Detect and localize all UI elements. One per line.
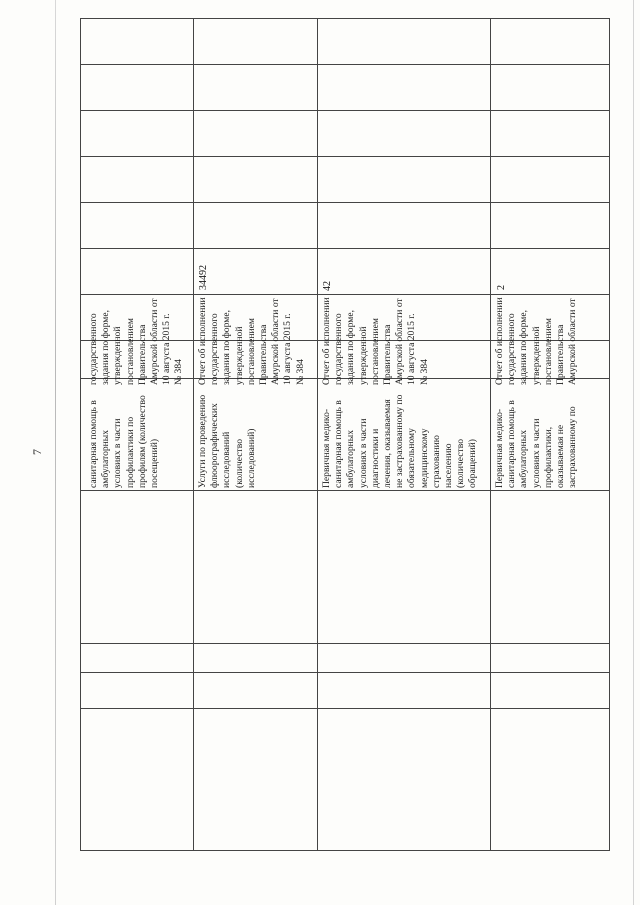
row3-service: Первичная медико- санитарная помощь в амбулаторных условиях в части диагностики и лечения, оказываемая не застрахованному по обязательному медицинскому страхованию населению (количество обращений) xyxy=(321,394,479,488)
row4-service: Первичная медико- санитарная помощь в амбулаторных условиях в части профилактики, оказываемая не застрахованному по xyxy=(494,400,579,488)
grid-line xyxy=(193,18,194,851)
row4-value: 2 xyxy=(496,285,507,290)
grid-line xyxy=(490,18,491,851)
row1-service: санитарная помощь в амбулаторных условиях в части профилактики по профилям (количество посещений) xyxy=(88,395,161,488)
grid-line-right xyxy=(609,18,610,851)
grid-line-left xyxy=(80,18,81,851)
grid-line xyxy=(80,672,610,673)
row3-form: Отчет об исполнении государственного задания по форме, утвержденной постановлением Правительства Амурской области от 10 августа 2015 г. № 384 xyxy=(321,297,430,385)
row1-form: государственного задания по форме, утвержденной постановлением Правительства Амурской области от 10 августа 2015 г. № 384 xyxy=(88,298,185,385)
grid-line xyxy=(80,64,610,65)
grid-line xyxy=(317,18,318,851)
scan-edge-right xyxy=(633,0,634,905)
grid-line xyxy=(80,110,610,111)
grid-line xyxy=(80,202,610,203)
row2-form: Отчет об исполнении государственного задания по форме, утвержденной постановлением Правительства Амурской области от 10 августа 2015 г. № 384 xyxy=(197,297,306,385)
row3-value: 42 xyxy=(322,281,333,291)
row2-value: 34492 xyxy=(198,265,209,290)
grid-line-top xyxy=(80,18,610,19)
grid-line xyxy=(80,490,610,491)
row4-form: Отчет об исполнении государственного задания по форме, утвержденной постановлением Правительства Амурской области от xyxy=(494,297,579,385)
scan-edge-left xyxy=(55,0,56,905)
grid-line xyxy=(80,248,610,249)
grid-line xyxy=(80,294,610,295)
grid-line-bottom xyxy=(80,850,610,851)
page-number: 7 xyxy=(30,449,44,455)
grid-line xyxy=(80,643,610,644)
grid-line xyxy=(80,156,610,157)
row2-service: Услуги по проведению флюорографических исследований (количество исследований) xyxy=(197,394,257,488)
grid-line xyxy=(80,708,610,709)
